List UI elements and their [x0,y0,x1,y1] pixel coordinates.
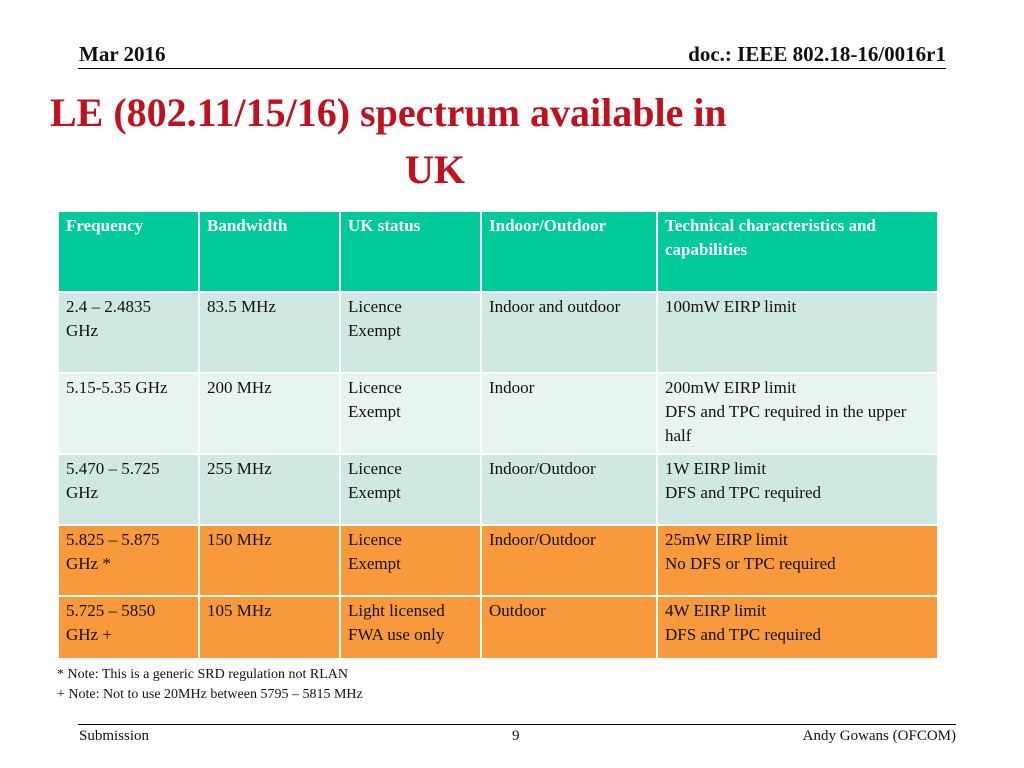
header-divider [78,68,946,69]
cell-frequency: 5.725 – 5850 GHz + [58,596,199,659]
table-row [58,596,938,659]
cell-frequency: 5.15-5.35 GHz [58,373,199,454]
cell-uk-status: Licence Exempt [340,454,481,525]
cell-frequency: 5.470 – 5.725 GHz [58,454,199,525]
table-row [58,454,938,525]
slide-title [50,84,820,198]
page-number: 9 [512,728,520,744]
cell-bandwidth: 105 MHz [199,596,340,659]
slide-title-line-1: LE (802.11/15/16) spectrum available in [50,90,727,135]
table-notes [57,665,363,705]
table-row [58,373,938,454]
cell-indoor-outdoor: Indoor and outdoor [481,292,657,373]
cell-indoor-outdoor: Indoor/Outdoor [481,454,657,525]
slide-title-line-2: UK [405,147,465,192]
cell-frequency: 5.825 – 5.875 GHz * [58,525,199,596]
column-header-uk-status: UK status [340,211,481,292]
cell-indoor-outdoor: Indoor [481,373,657,454]
cell-bandwidth: 200 MHz [199,373,340,454]
note-20mhz: + Note: Not to use 20MHz between 5795 – 5815 MHz [57,687,363,702]
table-row [58,292,938,373]
table-row [58,525,938,596]
column-header-frequency: Frequency [58,211,199,292]
cell-indoor-outdoor: Outdoor [481,596,657,659]
cell-bandwidth: 255 MHz [199,454,340,525]
cell-indoor-outdoor: Indoor/Outdoor [481,525,657,596]
cell-bandwidth: 150 MHz [199,525,340,596]
footer-submission: Submission [79,728,150,744]
cell-frequency: 2.4 – 2.4835 GHz [58,292,199,373]
spectrum-table [57,210,939,660]
cell-technical: 25mW EIRP limit No DFS or TPC required [657,525,938,596]
cell-technical: 4W EIRP limit DFS and TPC required [657,596,938,659]
column-header-indoor-outdoor: Indoor/Outdoor [481,211,657,292]
cell-bandwidth: 83.5 MHz [199,292,340,373]
cell-technical: 200mW EIRP limit DFS and TPC required in the upper half [657,373,938,454]
column-header-technical-characteristics: Technical characteristics and capabilities [657,211,938,292]
header-date: Mar 2016 [79,42,166,66]
footer-divider [78,724,956,725]
cell-uk-status: Light licensed FWA use only [340,596,481,659]
cell-uk-status: Licence Exempt [340,525,481,596]
cell-technical: 1W EIRP limit DFS and TPC required [657,454,938,525]
column-header-bandwidth: Bandwidth [199,211,340,292]
note-srd: * Note: This is a generic SRD regulation not RLAN [57,667,348,682]
table-header-row [58,211,938,292]
cell-uk-status: Licence Exempt [340,373,481,454]
cell-uk-status: Licence Exempt [340,292,481,373]
footer-author: Andy Gowans (OFCOM) [802,728,956,744]
cell-technical: 100mW EIRP limit [657,292,938,373]
header-doc-id: doc.: IEEE 802.18-16/0016r1 [688,42,946,66]
